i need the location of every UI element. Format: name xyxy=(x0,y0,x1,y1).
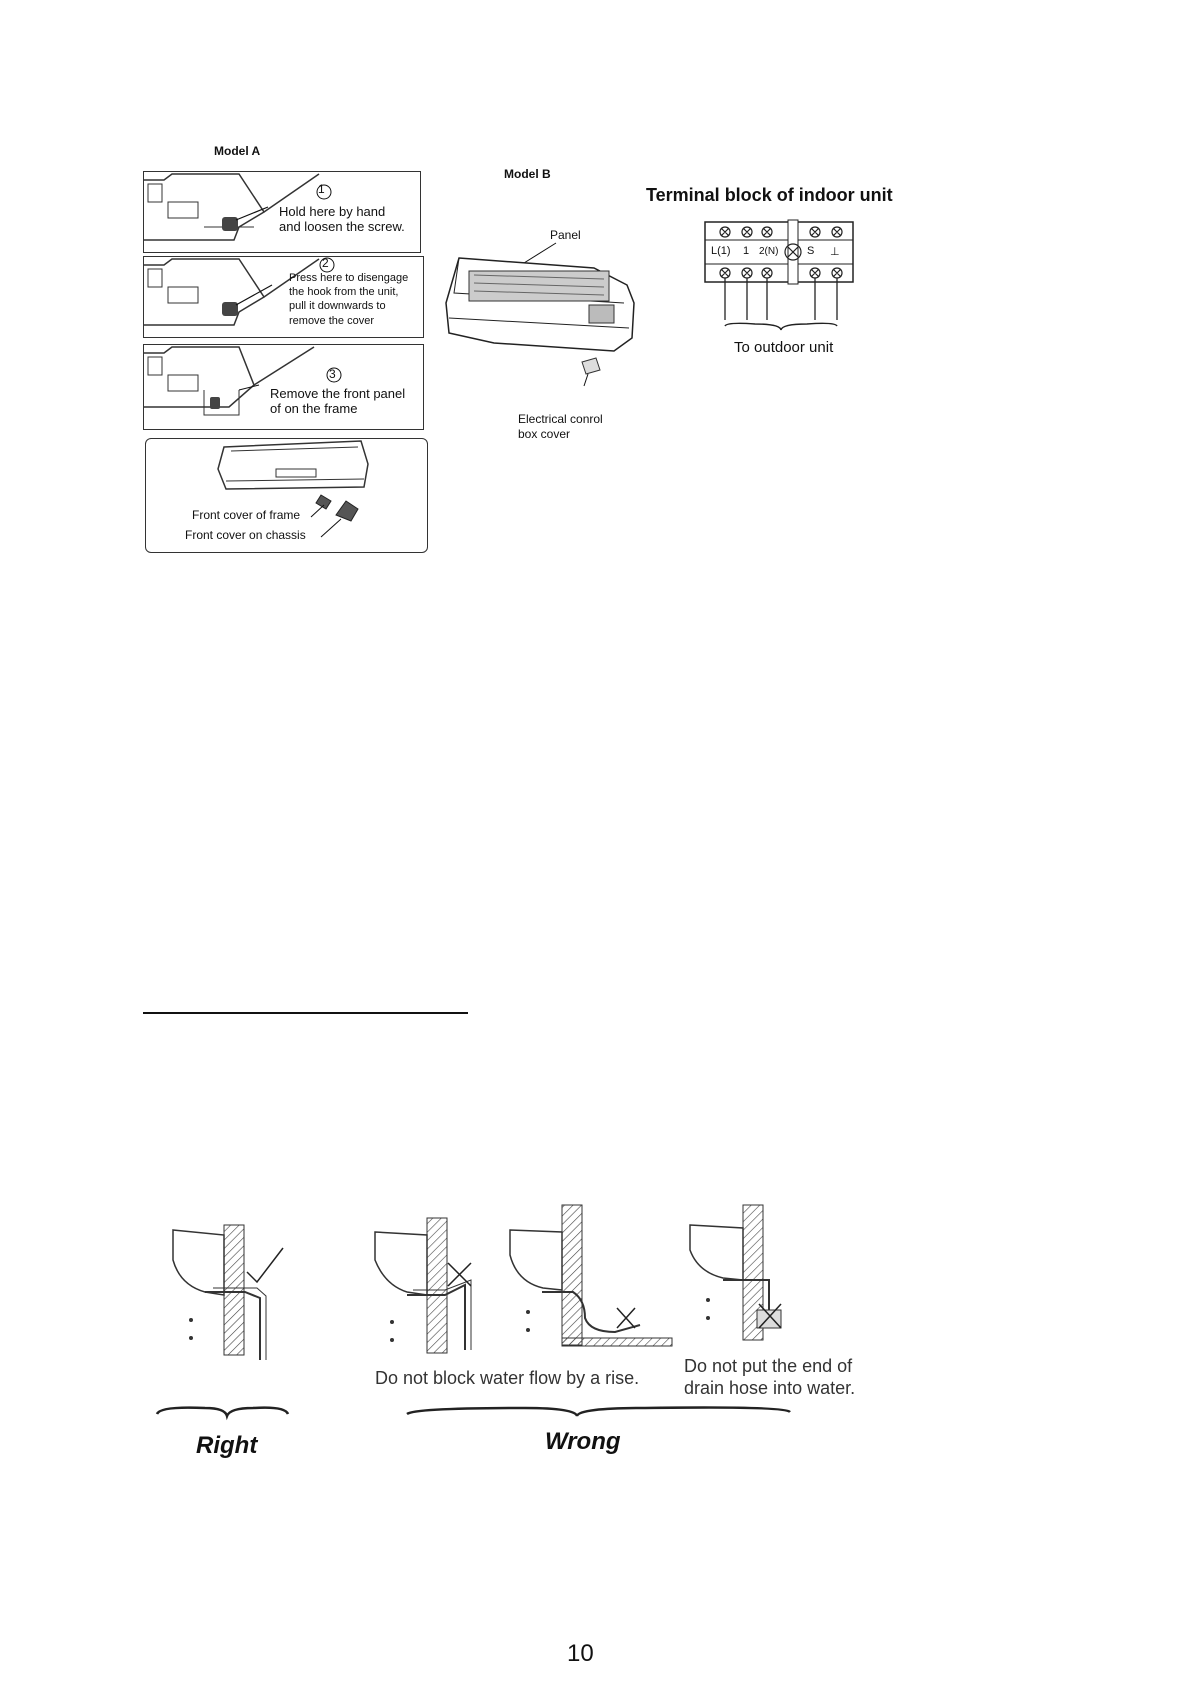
step3-line1: Remove the front panel xyxy=(270,386,406,401)
section-divider xyxy=(143,1012,468,1014)
terminal-label-ground: ⊥ xyxy=(830,246,840,258)
step3-line2: of on the frame xyxy=(270,401,358,416)
terminal-label-2n: 2(N) xyxy=(759,246,779,257)
step2-number: 2 xyxy=(322,256,329,270)
panel-label: Panel xyxy=(550,228,581,242)
terminal-label-1: 1 xyxy=(743,245,750,257)
control-box-cover-icon xyxy=(578,356,608,386)
step2-line3: pull it downwards to xyxy=(289,300,386,312)
wrong-label: Wrong xyxy=(545,1428,621,1455)
model-a-title: Model A xyxy=(214,144,261,158)
terminal-label-l1: L(1) xyxy=(711,245,731,257)
wrong-example-water xyxy=(690,1205,781,1340)
ecb-line2: box cover xyxy=(518,427,571,441)
right-label: Right xyxy=(196,1432,258,1459)
water-warning-line1: Do not put the end of xyxy=(684,1356,853,1376)
wrong-example-rise xyxy=(375,1218,471,1353)
step1-line1: Hold here by hand xyxy=(279,204,386,219)
step1-number: 1 xyxy=(318,182,325,196)
model-b-unit-illustration-icon xyxy=(444,243,644,363)
terminal-block-diagram xyxy=(705,222,865,332)
step1-line2: and loosen the screw. xyxy=(279,219,405,234)
front-cover-chassis-label: Front cover on chassis xyxy=(185,528,306,542)
terminal-label-s: S xyxy=(807,245,815,257)
front-cover-frame-label: Front cover of frame xyxy=(192,508,301,522)
page-number: 10 xyxy=(567,1640,594,1667)
step2-line1: Press here to disengage xyxy=(289,272,409,284)
step2-line2: the hook from the unit, xyxy=(289,286,399,298)
right-example xyxy=(173,1225,283,1360)
step2-line4: remove the cover xyxy=(289,315,374,327)
water-warning-line2: drain hose into water. xyxy=(684,1378,856,1398)
to-outdoor-unit-label: To outdoor unit xyxy=(734,339,834,356)
model-b-title: Model B xyxy=(504,167,551,181)
ecb-line1: Electrical conrol xyxy=(518,412,603,426)
drain-hose-diagrams xyxy=(145,1200,905,1460)
step3-number: 3 xyxy=(329,367,336,381)
terminal-block-title: Terminal block of indoor unit xyxy=(646,185,893,205)
wrong-example-dip xyxy=(510,1205,672,1346)
rise-warning-text: Do not block water flow by a rise. xyxy=(375,1368,640,1388)
